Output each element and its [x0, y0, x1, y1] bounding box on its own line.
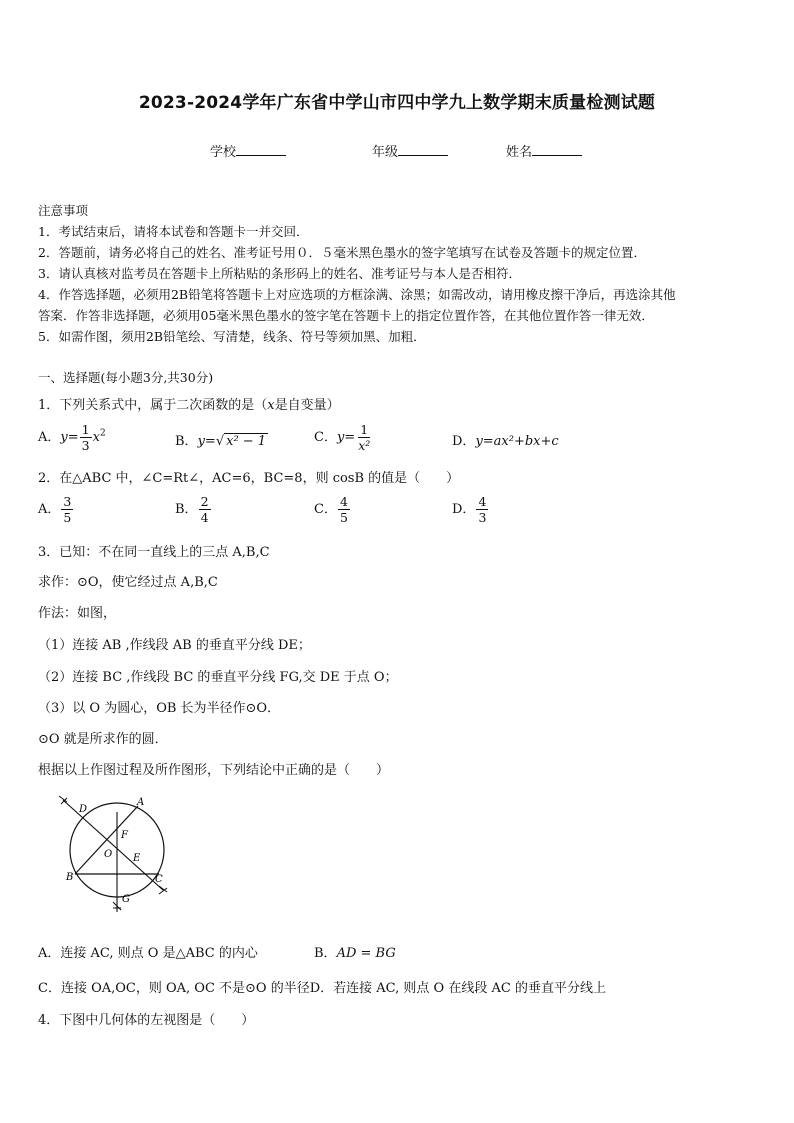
question-3-line: 作法：如图，	[38, 606, 117, 621]
question-3-line: 3．已知：不在同一直线上的三点 A,B,C	[38, 545, 270, 560]
question-2-stem: 2．在△ABC 中，∠C=Rt∠，AC=6，BC=8，则 cosB 的值是（ ）	[38, 471, 460, 486]
q1-option-b: B．y=√ x² − 1	[175, 434, 267, 449]
question-1-stem: 1．下列关系式中，属于二次函数的是（x是自变量）	[38, 398, 340, 413]
name-field: 姓名	[506, 141, 582, 160]
label-d: D	[79, 804, 88, 815]
label-f: F	[121, 830, 128, 841]
question-3-line: （3）以 O 为圆心，OB 长为半径作⊙O．	[38, 701, 281, 716]
label-o: O	[104, 849, 113, 860]
q1-option-c: C．y= $\frac{1}{\text{x²}}$	[314, 422, 371, 453]
question-3-line: 求作：⊙O，使它经过点 A,B,C	[38, 575, 218, 590]
q2-option-a: A． $\frac{3}{5}$	[38, 494, 72, 525]
label-g: G	[122, 894, 130, 905]
grade-field: 年级	[372, 141, 448, 160]
question-3-line: （1）连接 AB ,作线段 AB 的垂直平分线 DE；	[38, 638, 311, 653]
page-title: 2023-2024学年广东省中学山市四中学九上数学期末质量检测试题	[138, 93, 656, 113]
q3-option-a: A．连接 AC, 则点 O 是△ABC 的内心	[38, 946, 258, 961]
q2-option-c: C． $\frac{4}{5}$	[314, 494, 348, 525]
question-3-line: 根据以上作图过程及所作图形，下列结论中正确的是（ ）	[38, 763, 390, 778]
label-b: B	[66, 872, 74, 883]
circle-construction-figure	[55, 790, 175, 920]
question-4-stem: 4．下图中几何体的左视图是（ ）	[38, 1013, 255, 1028]
notice-item: 2．答题前，请务必将自己的姓名、准考证号用０．５毫米黑色墨水的签字笔填写在试卷及答题卡的规定位置．	[38, 245, 646, 260]
question-3-line: （2）连接 BC ,作线段 BC 的垂直平分线 FG,交 DE 于点 O；	[38, 670, 398, 685]
label-e: E	[133, 853, 141, 864]
question-3-line: ⊙O 就是所求作的圆．	[38, 732, 168, 747]
notice-item: 1．考试结束后，请将本试卷和答题卡一并交回．	[38, 224, 309, 239]
q1-option-d: D．y=ax²+bx+c	[452, 434, 559, 449]
q3-option-c-d: C．连接 OA,OC，则 OA, OC 不是⊙O 的半径D．若连接 AC, 则点 O 在线段 AC 的垂直平分线上	[38, 981, 606, 996]
q2-option-b: B． $\frac{2}{4}$	[175, 494, 209, 525]
notice-item: 3．请认真核对监考员在答题卡上所粘贴的条形码上的姓名、准考证号与本人是否相符．	[38, 266, 521, 281]
notice-item: 4．作答选择题，必须用2B铅笔将答题卡上对应选项的方框涂满、涂黑；如需改动，请用橡皮擦干净后，再选涂其他	[38, 287, 676, 302]
notice-heading: 注意事项	[38, 203, 89, 218]
section-heading: 一、选择题(每小题3分,共30分)	[38, 370, 214, 385]
notice-item: 5．如需作图，须用2B铅笔绘、写清楚，线条、符号等须加黑、加粗．	[38, 329, 426, 344]
notice-item: 答案．作答非选择题，必须用05毫米黑色墨水的签字笔在答题卡上的指定位置作答，在其他位置作答一律无效．	[38, 308, 654, 323]
label-a: A	[137, 797, 145, 808]
q1-option-a: A．y= $\frac{1}{3}$ $x^2$	[38, 422, 106, 453]
label-c: C	[155, 874, 163, 885]
q2-option-d: D． $\frac{4}{3}$	[452, 494, 487, 525]
q3-option-b: B．AD = BG	[314, 946, 396, 961]
school-field: 学校	[210, 141, 286, 160]
